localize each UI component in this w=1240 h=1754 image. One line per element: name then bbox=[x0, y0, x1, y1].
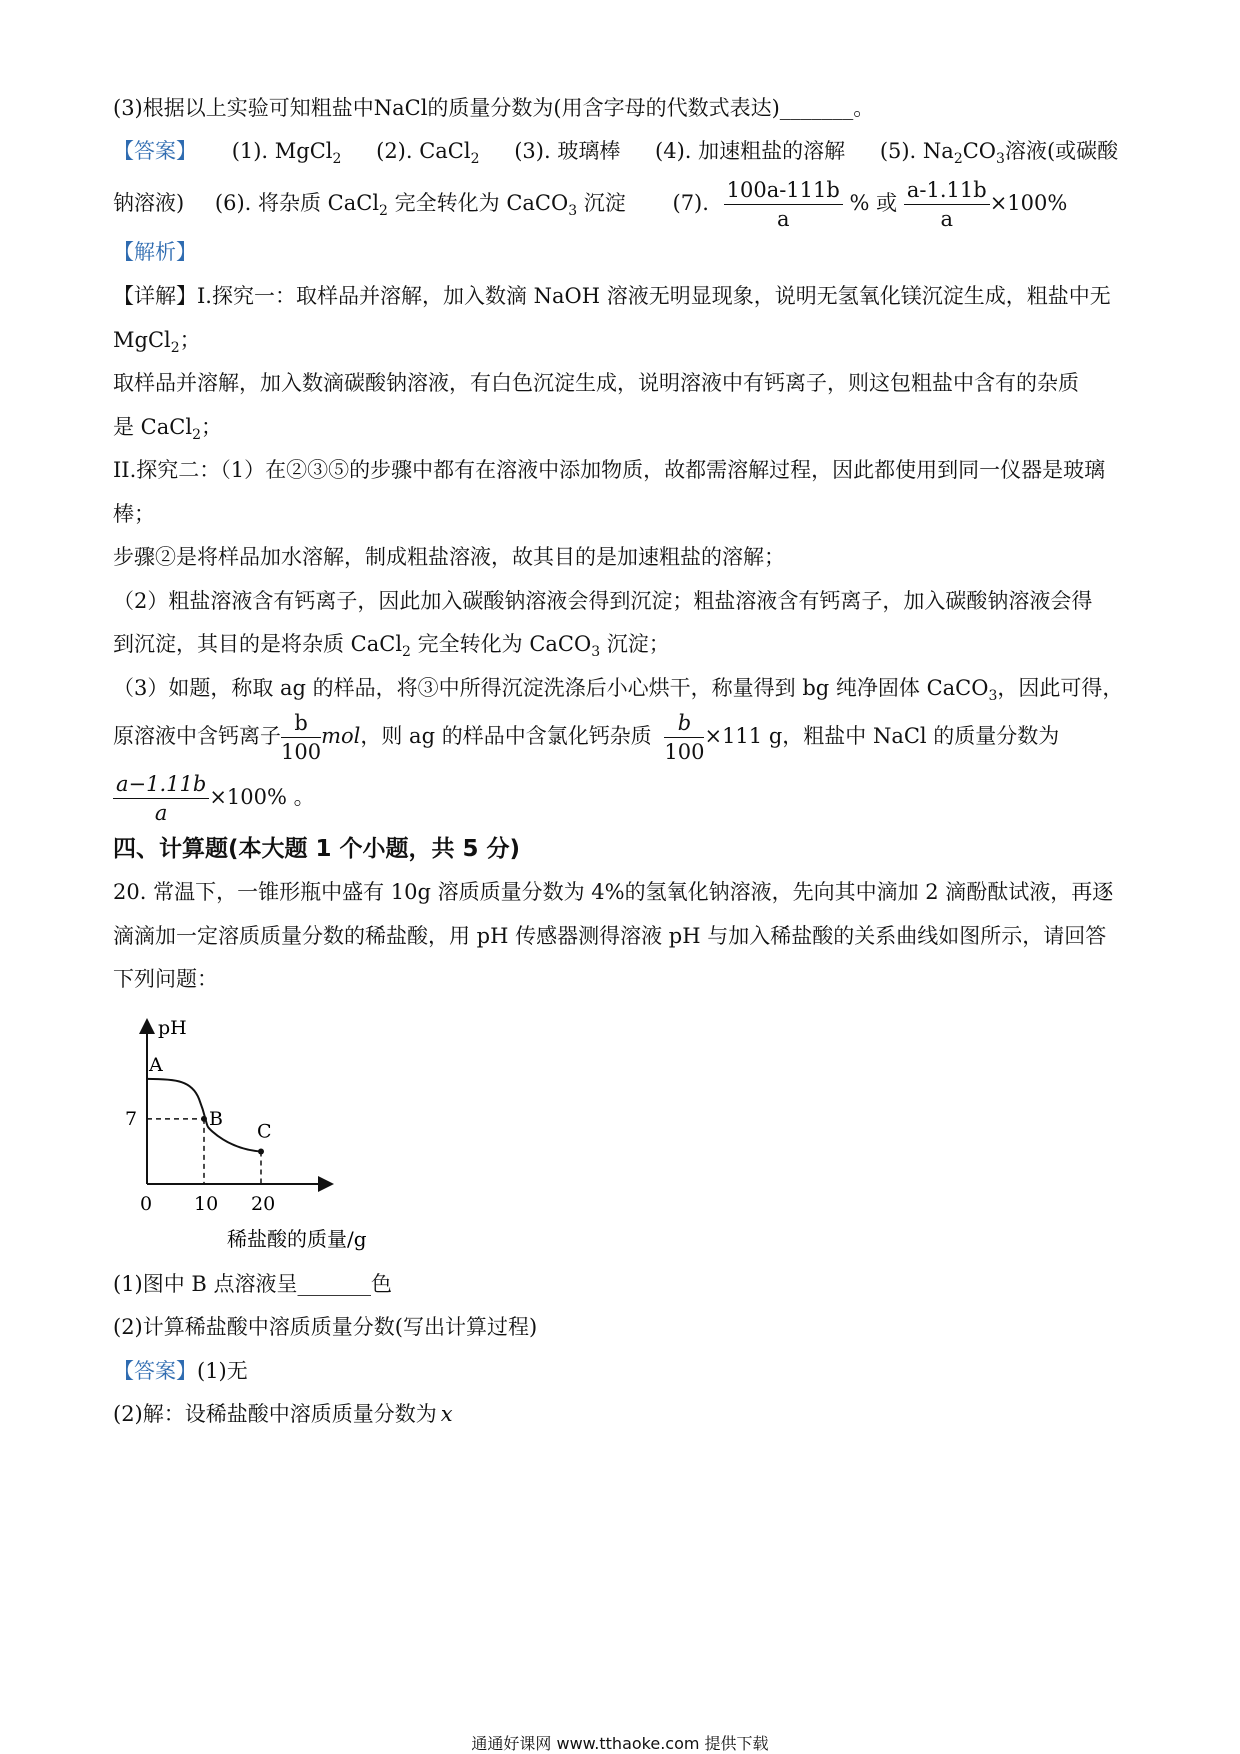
answer-7-fraction-1: $\frac{100a-111b}{a}$ bbox=[724, 180, 843, 230]
calcium-chloride-fraction: $\frac{b}{100}$ bbox=[664, 710, 705, 764]
detail-line-3: 取样品并溶解，加入数滴碳酸钠溶液，有白色沉淀生成，说明溶液中有钙离子，则这包粗盐中含有的杂质 bbox=[113, 371, 1079, 395]
answer-1: (1). MgCl$_2$ bbox=[231, 139, 342, 168]
answer-5-cont: 钠溶液) bbox=[113, 191, 185, 215]
analysis-tag: 【解析】 bbox=[113, 240, 197, 264]
detail-line-9: 到沉淀，其目的是将杂质 CaCl$_2$ 完全转化为 CaCO$_3$ 沉淀； bbox=[113, 632, 670, 661]
question-3: (3)根据以上实验可知粗盐中NaCl的质量分数为(用含字母的代数式表达)_______。 bbox=[113, 96, 875, 120]
answer-7-label: (7). bbox=[672, 191, 709, 215]
detail-line-5: II.探究二：（1）在②③⑤的步骤中都有在溶液中添加物质，故都需溶解过程，因此都使用到同一仪器是玻璃 bbox=[113, 458, 1106, 482]
sub-question-2: (2)计算稀盐酸中溶质质量分数(写出计算过程) bbox=[113, 1315, 538, 1339]
answer-20-line-1: 【答案】(1)无 bbox=[113, 1359, 248, 1383]
detail-line-8: （2）粗盐溶液含有钙离子，因此加入碳酸钠溶液会得到沉淀；粗盐溶液含有钙离子，加入碳酸钠溶液会得 bbox=[113, 589, 1093, 613]
answer-4: (4). 加速粗盐的溶解 bbox=[655, 139, 846, 163]
answer-7-or: % 或 bbox=[849, 191, 898, 215]
answer-3: (3). 玻璃棒 bbox=[514, 139, 621, 163]
detail-line-7: 步骤②是将样品加水溶解，制成粗盐溶液，故其目的是加速粗盐的溶解； bbox=[113, 545, 785, 569]
point-label-b: B bbox=[209, 1107, 223, 1130]
y-axis-label: pH bbox=[158, 1017, 187, 1039]
sub-question-1: (1)图中 B 点溶液呈_______色 bbox=[113, 1272, 393, 1296]
point-c bbox=[258, 1148, 264, 1154]
answer-2: (2). CaCl$_2$ bbox=[376, 139, 480, 168]
point-label-a: A bbox=[149, 1053, 163, 1076]
answer-6: (6). 将杂质 CaCl$_2$ 完全转化为 CaCO$_3$ 沉淀 bbox=[214, 191, 626, 220]
detail-line-12: $\frac{a-1.11b}{a}$ ×100% 。 bbox=[113, 768, 315, 826]
detail-line-6: 棒； bbox=[113, 502, 155, 526]
question-20-line-2: 滴滴加一定溶质质量分数的稀盐酸，用 pH 传感器测得溶液 pH 与加入稀盐酸的关系曲线如图所示，请回答 bbox=[113, 924, 1107, 948]
detail-line-2: MgCl$_2$； bbox=[113, 328, 201, 357]
calcium-fraction: $\frac{b}{100}$ bbox=[281, 710, 322, 764]
detail-line-1: 【详解】I.探究一：取样品并溶解，加入数滴 NaOH 溶液无明显现象，说明无氢氧化镁沉淀生成，粗盐中无 bbox=[113, 284, 1111, 308]
ph-chart bbox=[112, 1010, 412, 1270]
footer: 通通好课网 www.tthaoke.com 提供下载 bbox=[471, 1734, 769, 1753]
answer-7-times: ×100% bbox=[989, 191, 1068, 215]
y-tick-7: 7 bbox=[125, 1107, 138, 1130]
detail-line-4: 是 CaCl$_2$； bbox=[113, 415, 222, 444]
detail-line-11: 原溶液中含钙离子 $\frac{b}{100}$ mol，则 ag 的样品中含氯化钙杂质 $\frac{b}{100}$ ×111 g，粗盐中 NaCl 的质量分数为 bbox=[113, 710, 1060, 764]
x-axis-label: 稀盐酸的质量/g bbox=[227, 1227, 367, 1251]
question-20-line-3: 下列问题： bbox=[113, 967, 218, 991]
point-label-c: C bbox=[257, 1120, 272, 1143]
detail-line-10: （3）如题，称取 ag 的样品，将③中所得沉淀洗涤后小心烘干，称量得到 bg 纯净固体 CaCO$_3$，因此可得， bbox=[113, 676, 1124, 705]
answer-20-tag: 【答案】 bbox=[113, 1359, 197, 1383]
answer-line-2 bbox=[113, 176, 1067, 238]
answer-7-fraction-2: $\frac{a-1.11b}{a}$ bbox=[904, 180, 990, 230]
section-heading-4: 四、计算题(本大题 1 个小题，共 5 分) bbox=[113, 836, 521, 862]
answer-line-1 bbox=[113, 136, 1118, 174]
nacl-fraction: $\frac{a-1.11b}{a}$ bbox=[113, 774, 209, 824]
x-tick-10: 10 bbox=[194, 1193, 219, 1215]
x-tick-0: 0 bbox=[140, 1193, 153, 1215]
point-b bbox=[201, 1116, 207, 1122]
x-tick-20: 20 bbox=[251, 1193, 276, 1215]
detail-tag: 【详解】 bbox=[113, 284, 197, 308]
answer-5: (5). $Na_2CO_3$溶液(或碳酸 bbox=[879, 139, 1119, 168]
question-20-line-1: 20. 常温下，一锥形瓶中盛有 10g 溶质质量分数为 4%的氢氧化钠溶液，先向其中滴加 2 滴酚酞试液，再逐 bbox=[113, 880, 1114, 904]
answer-tag: 【答案】 bbox=[113, 139, 197, 163]
answer-20-line-2: (2)解：设稀盐酸中溶质质量分数为 x bbox=[113, 1402, 453, 1426]
